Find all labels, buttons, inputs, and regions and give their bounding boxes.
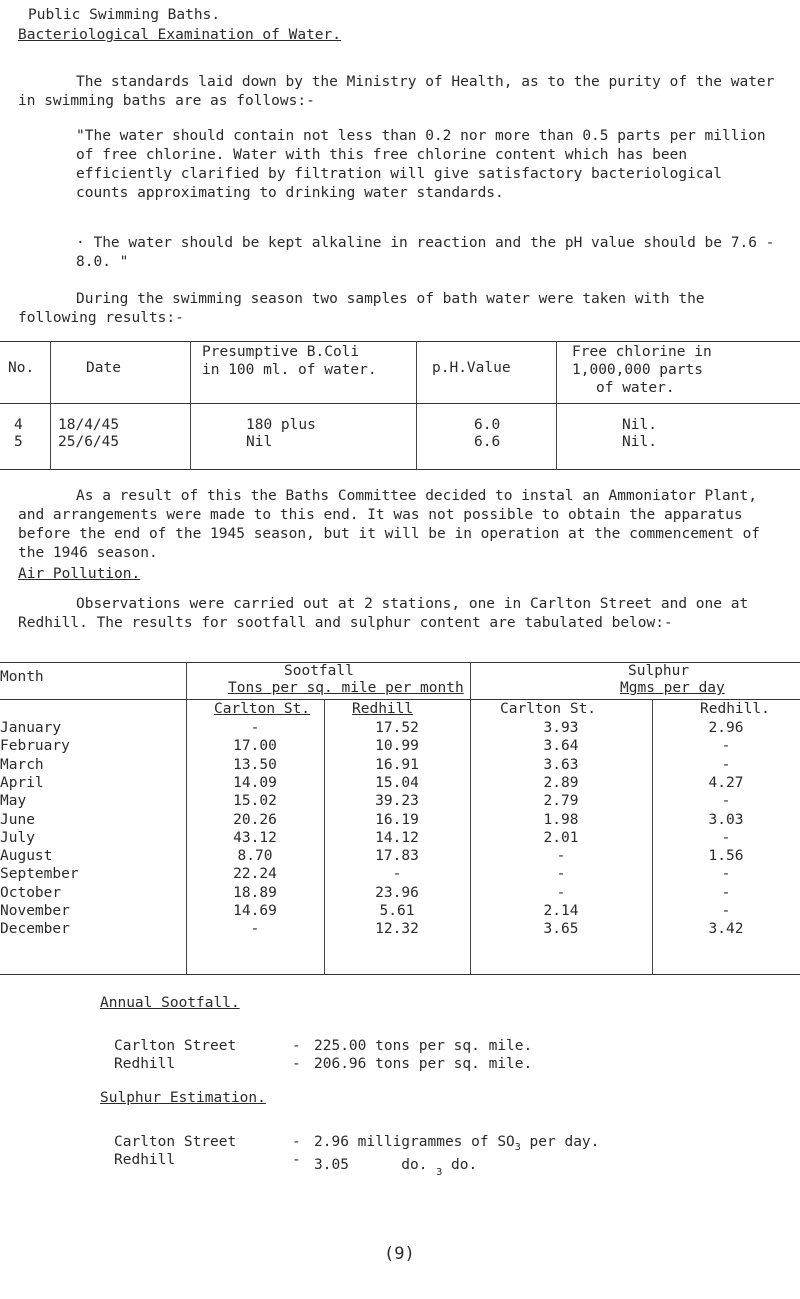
- sulphur-redhill-value: 3.05 do. $^3$ do.: [314, 1156, 478, 1178]
- col-header-sulphur-redhill: Redhill.: [700, 701, 770, 717]
- cell-sulphur-carlton: -: [556, 848, 566, 865]
- sample-4-date: 18/4/45: [58, 417, 120, 433]
- cell-sulphur-redhill: 3.03: [708, 811, 744, 828]
- sample-5-date: 25/6/45: [58, 434, 120, 450]
- samples-intro: During the swimming season two samples of bath water were taken with the following results:-: [18, 291, 705, 326]
- table-row: [0, 865, 800, 883]
- cell-soot-redhill: 16.19: [375, 811, 419, 828]
- table-row: [0, 811, 800, 829]
- col-header-chlorine-2: 1,000,000 parts: [572, 362, 703, 378]
- col-header-coli-1: Presumptive B.Coli: [202, 344, 360, 360]
- col-header-sootfall: Sootfall: [284, 663, 354, 679]
- cell-soot-redhill: 10.99: [375, 738, 419, 755]
- section-heading-bacteriological: Bacteriological Examination of Water.: [18, 27, 342, 43]
- col-header-chlorine-1: Free chlorine in: [572, 344, 712, 360]
- table-row: [0, 902, 800, 920]
- table-row: [0, 756, 800, 774]
- cell-sulphur-redhill: 3.42: [708, 921, 744, 938]
- cell-soot-carlton: 13.50: [233, 756, 277, 773]
- annual-sootfall-carlton-dash: -: [292, 1038, 301, 1054]
- cell-soot-redhill: 39.23: [375, 793, 419, 810]
- annual-sootfall-redhill-dash: -: [292, 1056, 301, 1072]
- col-header-chlorine-3: of water.: [596, 380, 675, 396]
- sample-5-no: 5: [14, 434, 23, 450]
- cell-soot-redhill: 17.52: [375, 720, 419, 736]
- sulphur-redhill-dash: -: [292, 1152, 301, 1168]
- cell-sulphur-redhill: -: [721, 884, 731, 901]
- cell-soot-carlton: 14.09: [233, 774, 277, 791]
- cell-month: October: [0, 884, 62, 901]
- cell-month: August: [0, 848, 53, 865]
- annual-sootfall-carlton-value: 225.00 tons per sq. mile.: [314, 1038, 533, 1054]
- col-header-ph: p.H.Value: [432, 360, 511, 376]
- cell-sulphur-redhill: 2.96: [708, 720, 744, 736]
- col-header-month: Month: [0, 669, 44, 685]
- cell-soot-carlton: -: [250, 720, 260, 736]
- table-row: [0, 792, 800, 810]
- sulphur-carlton-value: 2.96 milligrammes of $SO_3$ per day.: [314, 1134, 600, 1153]
- cell-month: February: [0, 738, 70, 755]
- cell-soot-carlton: 22.24: [233, 866, 277, 883]
- col-header-date: Date: [86, 360, 121, 376]
- cell-month: July: [0, 829, 35, 846]
- annual-sootfall-heading: Annual Sootfall.: [100, 995, 240, 1011]
- sample-5-ph: 6.6: [474, 434, 501, 450]
- sulphur-carlton-station: Carlton Street: [114, 1134, 237, 1150]
- cell-sulphur-carlton: -: [556, 866, 566, 883]
- cell-soot-redhill: 23.96: [375, 884, 419, 901]
- cell-month: June: [0, 811, 35, 828]
- cell-sulphur-redhill: -: [721, 738, 731, 755]
- intro-paragraph: The standards laid down by the Ministry of Health, as to the purity of the water in swimming baths are as follows:-: [18, 74, 775, 109]
- cell-soot-redhill: 14.12: [375, 829, 419, 846]
- cell-sulphur-carlton: 2.01: [543, 829, 579, 846]
- sulphur-redhill-station: Redhill: [114, 1152, 176, 1168]
- cell-sulphur-redhill: -: [721, 793, 731, 810]
- air-pollution-heading: Air Pollution.: [18, 566, 141, 582]
- cell-month: April: [0, 774, 44, 791]
- cell-sulphur-redhill: -: [721, 756, 731, 773]
- cell-month: January: [0, 720, 62, 736]
- ministry-standard-quote: "The water should contain not less than 0.2 nor more than 0.5 parts per million of free chlorine. Water with this free chlorine content which has been efficiently clarified by filtration will give satisfactory bacteriological counts approximating to drinking water standards.: [76, 128, 766, 201]
- ph-standard-quote: · The water should be kept alkaline in reaction and the pH value should be 7.6 - 8.0. ": [76, 235, 775, 270]
- col-header-sulphur: Sulphur: [628, 663, 690, 679]
- samples-table: [0, 341, 800, 471]
- cell-month: September: [0, 866, 79, 883]
- cell-month: May: [0, 793, 27, 810]
- sulphur-estimation-heading: Sulphur Estimation.: [100, 1090, 266, 1106]
- pollution-table: [0, 662, 800, 982]
- cell-soot-carlton: 8.70: [237, 848, 273, 865]
- cell-soot-redhill: 17.83: [375, 848, 419, 865]
- cell-soot-carlton: 18.89: [233, 884, 277, 901]
- cell-soot-carlton: 15.02: [233, 793, 277, 810]
- col-header-coli-2: in 100 ml. of water.: [202, 362, 377, 378]
- sample-4-ph: 6.0: [474, 417, 501, 433]
- sample-4-coli: 180 plus: [246, 417, 316, 433]
- cell-sulphur-redhill: 1.56: [708, 848, 744, 865]
- cell-month: November: [0, 903, 70, 919]
- col-header-sootfall-unit: Tons per sq. mile per month: [228, 680, 464, 696]
- table-row: [0, 920, 800, 938]
- cell-soot-carlton: 17.00: [233, 738, 277, 755]
- cell-sulphur-carlton: 2.14: [543, 903, 579, 919]
- cell-sulphur-carlton: 3.64: [543, 738, 579, 755]
- table-row: [0, 737, 800, 755]
- col-header-sulphur-unit: Mgms per day: [620, 680, 725, 696]
- cell-soot-carlton: 43.12: [233, 829, 277, 846]
- cell-sulphur-carlton: -: [556, 884, 566, 901]
- annual-sootfall-carlton-station: Carlton Street: [114, 1038, 237, 1054]
- sulphur-carlton-dash: -: [292, 1134, 301, 1150]
- cell-soot-redhill: 16.91: [375, 756, 419, 773]
- col-header-soot-redhill: Redhill: [352, 701, 414, 717]
- sample-5-coli: Nil: [246, 434, 273, 450]
- baths-committee-paragraph: As a result of this the Baths Committee decided to instal an Ammoniator Plant, and arrangements were made to this end. It was not possible to obtain the apparatus before the end of the 1945 season, but it will be in operation at the commencement of the 1946 season.: [18, 488, 761, 561]
- table-row: [0, 884, 800, 902]
- cell-sulphur-redhill: -: [721, 903, 731, 919]
- air-pollution-intro: Observations were carried out at 2 stations, one in Carlton Street and one at Redhill. The results for sootfall and sulphur content are tabulated below:-: [18, 596, 749, 631]
- col-header-sulphur-carlton: Carlton St.: [500, 701, 597, 717]
- table-row: [0, 847, 800, 865]
- cell-soot-redhill: 5.61: [379, 903, 415, 919]
- page-number: (9): [384, 1244, 415, 1264]
- page-title: Public Swimming Baths.: [28, 7, 221, 23]
- cell-soot-redhill: 15.04: [375, 774, 419, 791]
- cell-soot-carlton: 20.26: [233, 811, 277, 828]
- table-row: [0, 829, 800, 847]
- sample-5-chlorine: Nil.: [622, 434, 657, 450]
- cell-month: March: [0, 756, 44, 773]
- col-header-soot-carlton: Carlton St.: [214, 701, 311, 717]
- annual-sootfall-redhill-station: Redhill: [114, 1056, 176, 1072]
- table-row: [0, 719, 800, 737]
- table-row: [0, 774, 800, 792]
- cell-sulphur-carlton: 2.89: [543, 774, 579, 791]
- cell-soot-carlton: 14.69: [233, 903, 277, 919]
- annual-sootfall-redhill-value: 206.96 tons per sq. mile.: [314, 1056, 533, 1072]
- col-header-no: No.: [8, 360, 35, 376]
- sample-4-no: 4: [14, 417, 23, 433]
- sample-4-chlorine: Nil.: [622, 417, 657, 433]
- cell-month: December: [0, 921, 70, 938]
- cell-sulphur-carlton: 2.79: [543, 793, 579, 810]
- cell-soot-redhill: -: [392, 866, 402, 883]
- cell-sulphur-carlton: 3.65: [543, 921, 579, 938]
- cell-soot-redhill: 12.32: [375, 921, 419, 938]
- cell-sulphur-redhill: 4.27: [708, 774, 744, 791]
- cell-sulphur-carlton: 1.98: [543, 811, 579, 828]
- cell-sulphur-carlton: 3.63: [543, 756, 579, 773]
- cell-soot-carlton: -: [250, 921, 260, 938]
- cell-sulphur-redhill: -: [721, 866, 731, 883]
- cell-sulphur-redhill: -: [721, 829, 731, 846]
- cell-sulphur-carlton: 3.93: [543, 720, 579, 736]
